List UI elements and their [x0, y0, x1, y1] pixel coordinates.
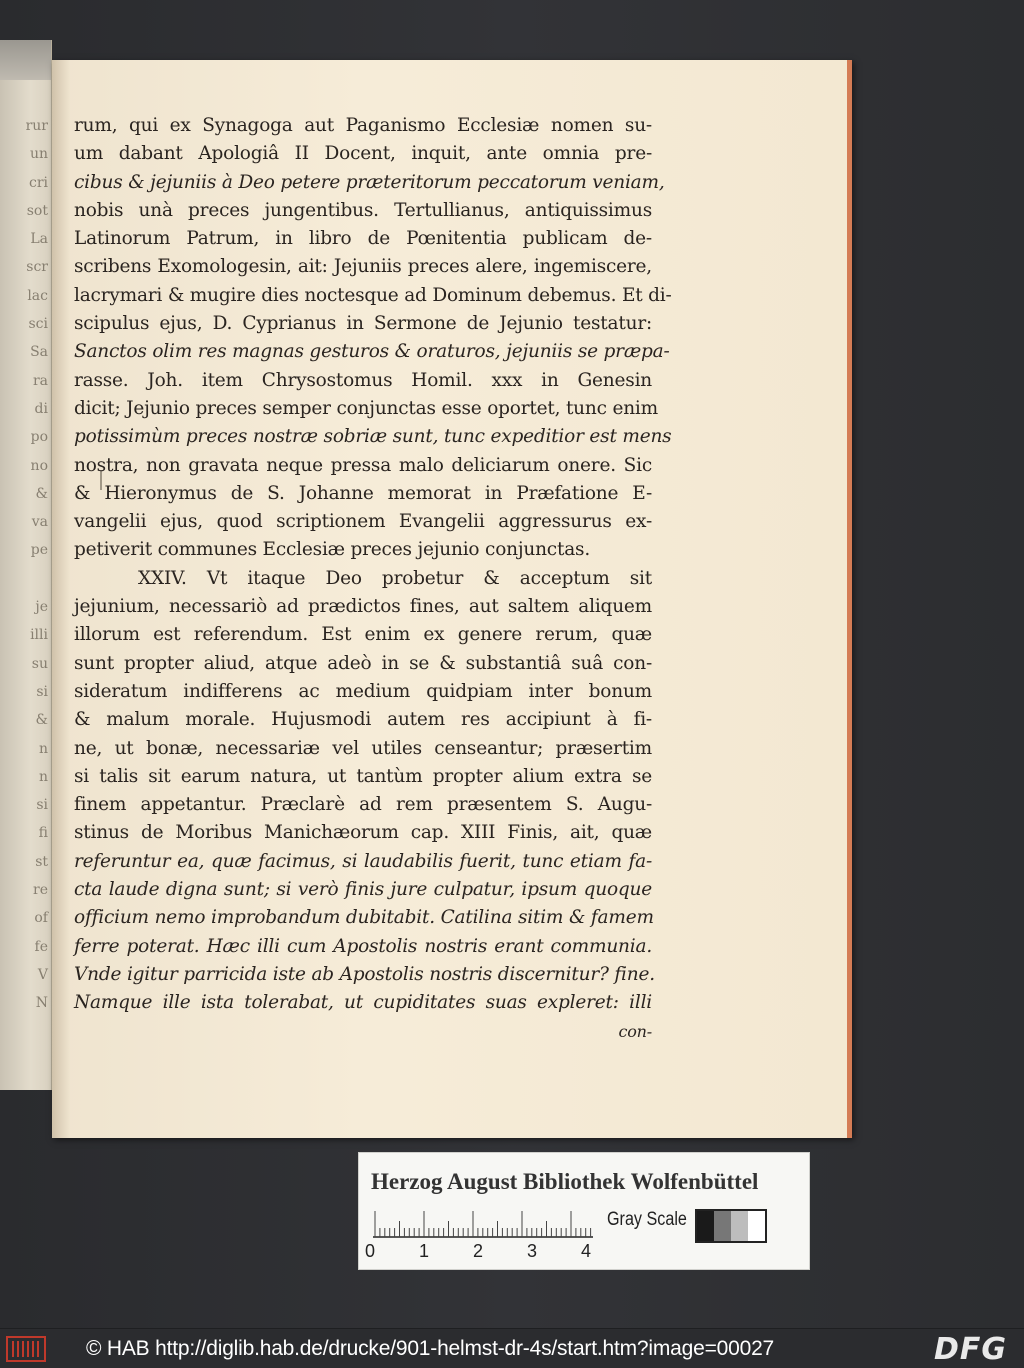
previous-page-fragment: va — [31, 514, 48, 531]
gray-swatch — [748, 1211, 765, 1241]
previous-page-fragment: sot — [26, 202, 48, 219]
previous-page-fragment: st — [35, 853, 48, 870]
previous-page-fragment: no — [30, 457, 48, 474]
library-name: Herzog August Bibliothek Wolfenbüttel — [371, 1169, 759, 1194]
text-line: jejunium, necessariò ad prædictos fines, aut saltem aliquem — [74, 596, 652, 618]
footer-bar — [0, 1328, 1024, 1368]
text-line: dicit; Jejunio preces semper conjunctas esse oportet, tunc enim — [74, 397, 658, 419]
gray-swatch — [697, 1211, 714, 1241]
previous-page-fragment: di — [34, 400, 48, 417]
text-line: petiverit communes Ecclesiæ preces jejunio conjunctas. — [74, 539, 591, 561]
text-line: Vnde igitur parricida iste ab Apostolis nostris discernitur? fine. — [74, 963, 655, 985]
text-line: illorum est referendum. Est enim ex genere rerum, quæ — [74, 624, 652, 646]
previous-page-fragment: illi — [30, 627, 48, 644]
catchword: con- — [618, 1021, 652, 1041]
previous-page-fragment: si — [36, 683, 48, 700]
previous-page-fragment: po — [30, 429, 48, 446]
dfg-logo: DFG — [934, 1332, 1008, 1367]
previous-page-fragment: su — [31, 655, 48, 672]
previous-page-fragment: Sa — [30, 344, 48, 361]
text-line: ne, ut bonæ, necessariæ vel utiles censeantur; præsertim — [74, 737, 652, 759]
text-line: Sanctos olim res magnas gesturos & oraturos, jejuniis se præpa- — [74, 341, 670, 363]
ruler-numbers — [365, 1241, 597, 1263]
text-line: Namque ille ista tolerabat, ut cupiditates suas expleret: illi — [74, 992, 652, 1014]
previous-page-fragment: lac — [27, 287, 48, 304]
library-label — [358, 1152, 810, 1270]
text-line: stinus de Moribus Manichæorum cap. XIII Finis, ait, quæ — [74, 822, 652, 844]
text-line: scipulus ejus, D. Cyprianus in Sermone de Jejunio testatur: — [74, 313, 652, 335]
gray-scale-swatch — [695, 1209, 767, 1243]
page-text — [74, 112, 672, 1046]
text-line: rasse. Joh. item Chrysostomus Homil. xxx in Genesin — [74, 369, 652, 391]
previous-page-fragment: ra — [32, 372, 48, 389]
text-line: cibus & jejuniis à Deo petere præteritorum peccatorum veniam, — [74, 171, 665, 193]
page-gutter-shade — [52, 60, 70, 1138]
text-line: Latinorum Patrum, in libro de Pœnitentia publicam de- — [74, 228, 652, 250]
previous-page-fragment: La — [30, 231, 48, 248]
ruler-number: 4 — [581, 1241, 592, 1261]
text-line: & Hieronymus de S. Johanne memorat in Præfatione E- — [74, 482, 652, 504]
text-line: potissimùm preces nostræ sobriæ sunt, tunc expeditior est mens — [74, 426, 672, 448]
previous-page-fragment: V — [37, 966, 48, 983]
text-line: scribens Exomologesin, ait: Jejuniis preces alere, ingemiscere, — [74, 256, 652, 278]
text-line: vangelii ejus, quod scriptionem Evangelii aggressurus ex- — [74, 511, 652, 533]
ruler-number: 2 — [473, 1241, 484, 1261]
previous-page-fragment: si — [36, 797, 48, 814]
previous-page-fragment: sci — [28, 316, 48, 333]
text-line: nostra, non gravata neque pressa malo deliciarum onere. Sic — [74, 454, 652, 476]
previous-page-fragment: fi — [38, 825, 48, 842]
previous-page-fragment: of — [34, 910, 48, 927]
ruler-number: 1 — [419, 1241, 430, 1261]
text-line: lacrymari & mugire dies noctesque ad Dominum debemus. Et di- — [74, 284, 672, 306]
previous-page-fragment — [4, 565, 48, 593]
copyright-link[interactable]: © HAB http://diglib.hab.de/drucke/901-helmst-dr-4s/start.htm?image=00027 — [86, 1337, 775, 1360]
previous-page-fragment: & — [35, 712, 48, 729]
text-line: XXIV. Vt itaque Deo probetur & acceptum sit — [138, 567, 652, 589]
previous-page-fragment: rur — [25, 118, 48, 134]
previous-page-fragment: pe — [30, 542, 48, 559]
text-line: officium nemo improbandum dubitabit. Catilina sitim & famem — [74, 907, 654, 929]
text-line: cta laude digna sunt; si verò finis jure culpatur, ipsum quoque — [74, 879, 652, 901]
previous-page-strip — [0, 40, 52, 1090]
text-line: rum, qui ex Synagoga aut Paganismo Ecclesiæ nomen su- — [74, 115, 652, 136]
previous-page-fragment: fe — [34, 938, 48, 955]
ruler-number: 0 — [365, 1241, 376, 1261]
previous-page-fragment: cri — [28, 174, 48, 191]
previous-page-fragment: scr — [26, 259, 48, 276]
text-line: sideratum indifferens ac medium quidpiam inter bonum — [74, 680, 652, 702]
ruler-number: 3 — [527, 1241, 538, 1261]
text-line: sunt propter aliud, atque adeò in se & substantiâ suâ con- — [74, 652, 652, 674]
previous-page-fragment: je — [35, 599, 48, 616]
text-line: si talis sit earum natura, ut tantùm propter alium extra se — [74, 765, 652, 787]
gray-swatch — [714, 1211, 731, 1241]
text-line: nobis unà preces jungentibus. Tertullianus, antiquissimus — [74, 199, 652, 221]
previous-page-fragment: un — [29, 146, 48, 163]
text-line: um dabant Apologiâ II Docent, inquit, ante omnia pre- — [74, 143, 652, 165]
hab-logo-icon — [6, 1335, 46, 1363]
measurement-ruler — [371, 1209, 595, 1239]
text-line: finem appetantur. Præclarè ad rem præsentem S. Augu- — [74, 794, 652, 816]
previous-page-fragment: & — [35, 485, 48, 502]
text-line: & malum morale. Hujusmodi autem res accipiunt à fi- — [74, 709, 652, 731]
previous-page-fragment: N — [35, 995, 48, 1012]
previous-page-fragment: n — [38, 768, 48, 785]
text-line: ferre poterat. Hæc illi cum Apostolis nostris erant communia. — [74, 935, 652, 957]
previous-page-fragment: n — [38, 740, 48, 757]
previous-page-fragment: re — [33, 882, 48, 899]
gray-swatch — [731, 1211, 748, 1241]
gray-scale-label: Gray Scale — [607, 1209, 687, 1230]
document-page — [52, 60, 852, 1138]
previous-page-top-shadow — [0, 40, 52, 80]
text-line: referuntur ea, quæ facimus, si laudabilis fuerit, tunc etiam fa- — [74, 850, 652, 872]
previous-page-text — [4, 112, 48, 1018]
